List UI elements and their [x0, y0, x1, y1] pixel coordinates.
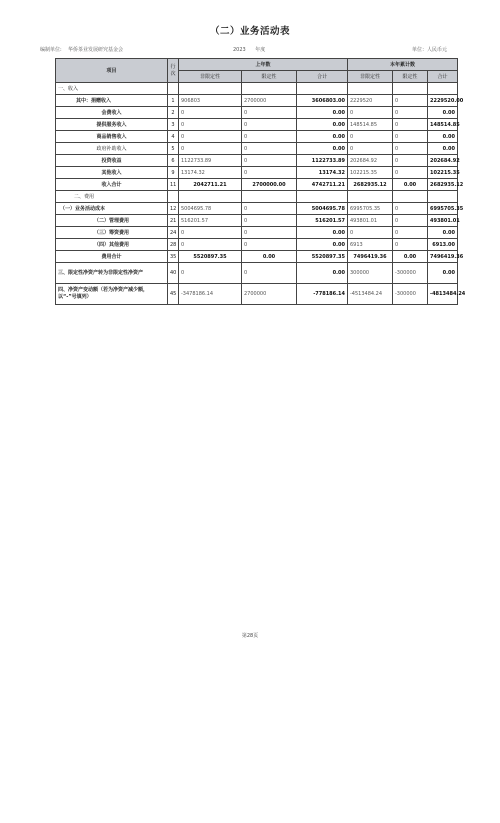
preparing-unit — [40, 46, 123, 53]
table-row — [56, 227, 458, 239]
prev-unrestricted-cell: 906803 — [179, 95, 242, 107]
row-item: （四）其他费用 — [56, 239, 168, 251]
prev-unrestricted-cell: 0 — [179, 227, 242, 239]
row-line: 11 — [168, 179, 179, 191]
prev-total-cell: 0.00 — [297, 107, 348, 119]
curr-restricted-cell: 0 — [393, 131, 428, 143]
prev-total-cell: 5004695.78 — [297, 203, 348, 215]
prev-restricted-cell: 0 — [242, 155, 297, 167]
table-row — [56, 143, 458, 155]
prev-restricted-cell: 0 — [242, 131, 297, 143]
header-prev-restricted: 限定性 — [242, 71, 297, 83]
row-line: 4 — [168, 131, 179, 143]
prev-restricted-cell: 0 — [242, 263, 297, 284]
row-line: 1 — [168, 95, 179, 107]
curr-restricted-cell: 0 — [393, 107, 428, 119]
table-row — [56, 203, 458, 215]
curr-total-cell: 202684.92 — [428, 155, 458, 167]
report-year-value: 2023 — [233, 47, 246, 53]
prev-unrestricted-cell: 2042711.21 — [179, 179, 242, 191]
curr-total-cell: 493801.01 — [428, 215, 458, 227]
prev-restricted-cell: 2700000.00 — [242, 179, 297, 191]
curr-unrestricted-cell: -4513484.24 — [348, 284, 393, 305]
header-curr-total: 合计 — [428, 71, 458, 83]
curr-unrestricted-cell: 148514.85 — [348, 119, 393, 131]
table-row — [56, 284, 458, 305]
curr-restricted-cell: 0 — [393, 239, 428, 251]
prev-total-cell: 0.00 — [297, 119, 348, 131]
curr-total-cell: 6913.00 — [428, 239, 458, 251]
prev-restricted-cell: 0 — [242, 215, 297, 227]
row-line: 6 — [168, 155, 179, 167]
curr-unrestricted-cell: 6913 — [348, 239, 393, 251]
header-prev-year: 上年数 — [179, 59, 348, 71]
report-title: （二）业务活动表 — [209, 26, 290, 37]
row-item: 商品销售收入 — [56, 131, 168, 143]
curr-total-cell: 0.00 — [428, 143, 458, 155]
prev-total-cell: 5520897.35 — [297, 251, 348, 263]
curr-total-cell: 2229520.00 — [428, 95, 458, 107]
activity-statement-table — [55, 58, 466, 305]
row-line: 2 — [168, 107, 179, 119]
row-item: 收入合计 — [56, 179, 168, 191]
prev-restricted-cell: 0 — [242, 227, 297, 239]
prev-restricted-cell: 0 — [242, 107, 297, 119]
prev-unrestricted-cell: 5520897.35 — [179, 251, 242, 263]
curr-total-cell: -4813484.24 — [428, 284, 458, 305]
currency-unit: 单位：人民币元 — [412, 47, 448, 53]
curr-unrestricted-cell — [348, 83, 393, 95]
row-line: 45 — [168, 284, 179, 305]
header-prev-total: 合计 — [297, 71, 348, 83]
row-line: 9 — [168, 167, 179, 179]
curr-total-cell — [428, 83, 458, 95]
preparing-unit-label: 编制单位: — [40, 47, 62, 53]
table-row — [56, 107, 458, 119]
table-row — [56, 179, 458, 191]
curr-total-cell: 6995705.35 — [428, 203, 458, 215]
row-item: 政府补助收入 — [56, 143, 168, 155]
row-item: （一）业务活动成本 — [56, 203, 168, 215]
prev-restricted-cell: 2700000 — [242, 95, 297, 107]
curr-unrestricted-cell: 2682935.12 — [348, 179, 393, 191]
table-row — [56, 167, 458, 179]
header-line: 行次 — [168, 59, 179, 83]
prev-restricted-cell: 0 — [242, 119, 297, 131]
row-line — [168, 83, 179, 95]
prev-unrestricted-cell: 0 — [179, 239, 242, 251]
table-row — [56, 215, 458, 227]
row-item: 一、收入 — [56, 83, 168, 95]
preparing-unit-name: 华侨茶业发展研究基金会 — [68, 47, 124, 53]
curr-unrestricted-cell: 202684.92 — [348, 155, 393, 167]
curr-restricted-cell: 0 — [393, 227, 428, 239]
table-row — [56, 191, 458, 203]
page-number: 第28页 — [241, 633, 259, 639]
row-item: （二）管理费用 — [56, 215, 168, 227]
curr-unrestricted-cell: 6995705.35 — [348, 203, 393, 215]
prev-total-cell: 1122733.89 — [297, 155, 348, 167]
prev-total-cell: 0.00 — [297, 131, 348, 143]
prev-unrestricted-cell: 0 — [179, 131, 242, 143]
row-item: 投资收益 — [56, 155, 168, 167]
curr-unrestricted-cell: 300000 — [348, 263, 393, 284]
prev-unrestricted-cell: 13174.32 — [179, 167, 242, 179]
prev-total-cell: 0.00 — [297, 227, 348, 239]
prev-restricted-cell: 0 — [242, 239, 297, 251]
row-item: 二、费用 — [56, 191, 168, 203]
curr-total-cell: 0.00 — [428, 227, 458, 239]
table-body — [56, 83, 466, 305]
prev-unrestricted-cell: -3478186.14 — [179, 284, 242, 305]
curr-restricted-cell: 0 — [393, 95, 428, 107]
prev-restricted-cell: 2700000 — [242, 284, 297, 305]
curr-restricted-cell: 0 — [393, 215, 428, 227]
prev-total-cell — [297, 191, 348, 203]
curr-unrestricted-cell: 0 — [348, 107, 393, 119]
prev-total-cell: 3606803.00 — [297, 95, 348, 107]
row-line: 24 — [168, 227, 179, 239]
curr-total-cell — [428, 191, 458, 203]
prev-restricted-cell — [242, 83, 297, 95]
curr-total-cell: 2682935.12 — [428, 179, 458, 191]
prev-restricted-cell: 0 — [242, 167, 297, 179]
report-year — [233, 46, 265, 53]
curr-unrestricted-cell — [348, 191, 393, 203]
prev-unrestricted-cell: 0 — [179, 263, 242, 284]
curr-restricted-cell: 0 — [393, 155, 428, 167]
prev-total-cell: -778186.14 — [297, 284, 348, 305]
row-item: （三）筹资费用 — [56, 227, 168, 239]
row-line: 12 — [168, 203, 179, 215]
row-item: 费用合计 — [56, 251, 168, 263]
curr-unrestricted-cell: 7496419.36 — [348, 251, 393, 263]
curr-total-cell: 148514.85 — [428, 119, 458, 131]
prev-total-cell: 0.00 — [297, 143, 348, 155]
prev-unrestricted-cell — [179, 83, 242, 95]
row-item: 其他收入 — [56, 167, 168, 179]
curr-unrestricted-cell: 102215.35 — [348, 167, 393, 179]
prev-total-cell — [297, 83, 348, 95]
prev-unrestricted-cell: 0 — [179, 119, 242, 131]
row-item: 四、净资产变动额（若为净资产减少额，以“-”号填列） — [56, 284, 168, 305]
prev-total-cell: 516201.57 — [297, 215, 348, 227]
prev-total-cell: 4742711.21 — [297, 179, 348, 191]
row-line: 28 — [168, 239, 179, 251]
table-row — [56, 263, 458, 284]
header-curr-restricted: 限定性 — [393, 71, 428, 83]
curr-restricted-cell: 0 — [393, 143, 428, 155]
table-row — [56, 239, 458, 251]
prev-unrestricted-cell: 5004695.78 — [179, 203, 242, 215]
header-curr-unrestricted: 非限定性 — [348, 71, 393, 83]
curr-unrestricted-cell: 0 — [348, 227, 393, 239]
curr-restricted-cell: -300000 — [393, 284, 428, 305]
curr-restricted-cell: 0 — [393, 203, 428, 215]
curr-total-cell: 102215.35 — [428, 167, 458, 179]
row-item: 三、限定性净资产转为非限定性净资产 — [56, 263, 168, 284]
header-item: 项目 — [56, 59, 168, 83]
row-line — [168, 191, 179, 203]
row-item: 会费收入 — [56, 107, 168, 119]
curr-unrestricted-cell: 0 — [348, 143, 393, 155]
curr-total-cell: 0.00 — [428, 131, 458, 143]
row-line: 21 — [168, 215, 179, 227]
row-item: 提供服务收入 — [56, 119, 168, 131]
prev-unrestricted-cell: 1122733.89 — [179, 155, 242, 167]
prev-total-cell: 13174.32 — [297, 167, 348, 179]
curr-restricted-cell — [393, 83, 428, 95]
row-item: 其中：捐赠收入 — [56, 95, 168, 107]
curr-total-cell: 7496419.36 — [428, 251, 458, 263]
curr-restricted-cell: -300000 — [393, 263, 428, 284]
prev-restricted-cell: 0 — [242, 203, 297, 215]
curr-restricted-cell: 0.00 — [393, 251, 428, 263]
curr-restricted-cell: 0 — [393, 167, 428, 179]
table-row — [56, 83, 458, 95]
prev-restricted-cell — [242, 191, 297, 203]
curr-restricted-cell — [393, 191, 428, 203]
curr-unrestricted-cell: 2229520 — [348, 95, 393, 107]
prev-unrestricted-cell: 0 — [179, 143, 242, 155]
curr-restricted-cell: 0 — [393, 119, 428, 131]
prev-restricted-cell: 0 — [242, 143, 297, 155]
row-line: 5 — [168, 143, 179, 155]
prev-restricted-cell: 0.00 — [242, 251, 297, 263]
curr-unrestricted-cell: 0 — [348, 131, 393, 143]
table-row — [56, 119, 458, 131]
table-header — [56, 59, 458, 83]
header-prev-unrestricted: 非限定性 — [179, 71, 242, 83]
row-line: 3 — [168, 119, 179, 131]
curr-total-cell: 0.00 — [428, 107, 458, 119]
table-row — [56, 95, 458, 107]
prev-total-cell: 0.00 — [297, 263, 348, 284]
row-line: 35 — [168, 251, 179, 263]
curr-restricted-cell: 0.00 — [393, 179, 428, 191]
prev-unrestricted-cell: 516201.57 — [179, 215, 242, 227]
header-curr-year: 本年累计数 — [348, 59, 458, 71]
table-row — [56, 155, 458, 167]
table-row — [56, 131, 458, 143]
curr-total-cell: 0.00 — [428, 263, 458, 284]
row-line: 40 — [168, 263, 179, 284]
curr-unrestricted-cell: 493801.01 — [348, 215, 393, 227]
prev-total-cell: 0.00 — [297, 239, 348, 251]
prev-unrestricted-cell — [179, 191, 242, 203]
prev-unrestricted-cell: 0 — [179, 107, 242, 119]
report-year-suffix: 年度 — [255, 47, 266, 53]
table-row — [56, 251, 458, 263]
